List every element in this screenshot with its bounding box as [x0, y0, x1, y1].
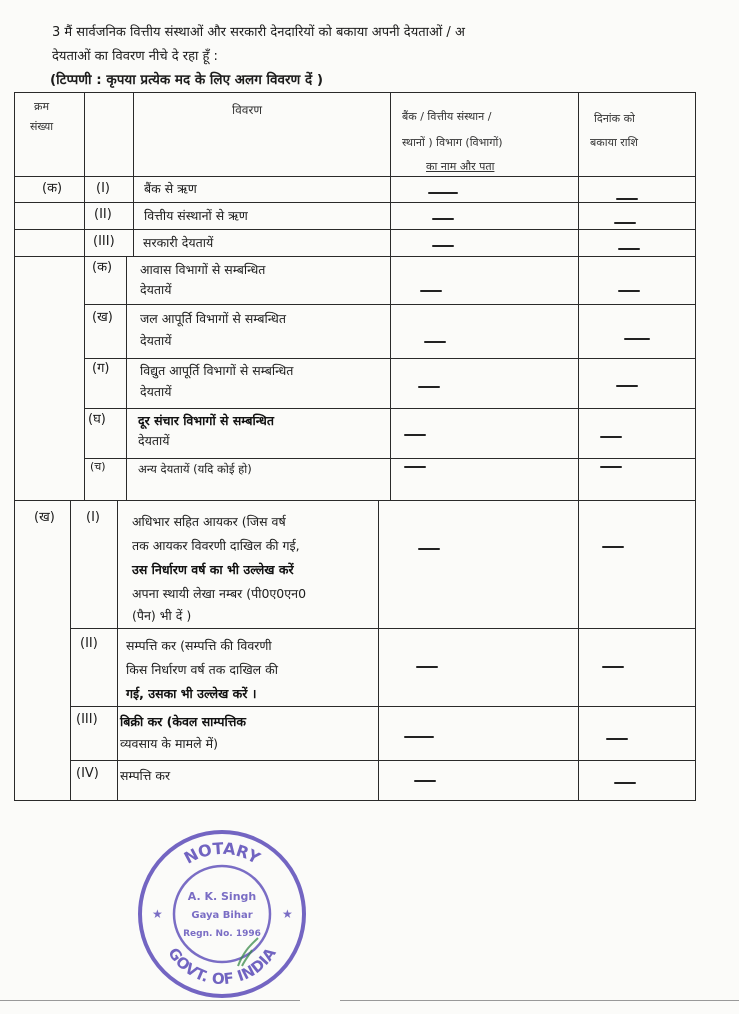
sub-row-1-line-2: देयतायें	[140, 282, 172, 297]
col-divider-1b	[70, 500, 71, 800]
sub-row-1-line-1: आवास विभागों से सम्बन्धित	[140, 262, 266, 277]
row-line-9	[70, 706, 696, 707]
sub-row-5-text: अन्य देयतायें (यदि कोई हो)	[138, 462, 252, 476]
row-3-text: सरकारी देयतायें	[143, 235, 214, 250]
row-line-8	[70, 628, 696, 629]
sub-row-2-line-1: जल आपूर्ति विभागों से सम्बन्धित	[140, 311, 286, 326]
table-border-left	[14, 92, 15, 800]
col-divider-3a	[390, 92, 391, 500]
nil-dash-bank-8	[404, 466, 426, 468]
row-2-text: वित्तीय संस्थानों से ऋण	[144, 208, 248, 223]
row-1-text: बैंक से ऋण	[144, 181, 197, 196]
footer-line-left	[0, 1000, 300, 1001]
col-divider-2b	[126, 256, 127, 500]
nil-dash-bank-1	[428, 192, 458, 194]
stamp-bottom-text: GOVT. OF INDIA	[164, 944, 280, 989]
row-1-number: (I)	[96, 181, 110, 196]
sub-row-1-number: (क)	[92, 260, 113, 275]
kha-row-1-line-1: अधिभार सहित आयकर (जिस वर्ष	[132, 514, 286, 529]
kha-row-2-number: (II)	[80, 636, 98, 651]
sub-row-3-line-1: विद्युत आपूर्ति विभागों से सम्बन्धित	[140, 363, 294, 378]
svg-text:NOTARY	[181, 839, 264, 868]
header-serial-1: क्रम	[34, 100, 50, 113]
header-bank-1: बैंक / वित्तीय संस्थान /	[402, 110, 492, 123]
col-divider-1a	[84, 92, 85, 500]
stamp-top-text: NOTARY	[180, 838, 264, 868]
row-line-2	[14, 229, 696, 230]
header-bank-3: का नाम और पता	[426, 160, 495, 173]
nil-dash-amount-5	[624, 338, 650, 340]
sub-row-4-number: (घ)	[88, 412, 106, 427]
header-serial-2: संख्या	[30, 120, 54, 133]
nil-dash-bank-11	[404, 736, 434, 738]
nil-dash-bank-7	[404, 434, 426, 436]
intro-text-1: 3 मैं सार्वजनिक वित्तीय संस्थाओं और सरकारी देनदारियों को बकाया अपनी देयताओं / अ	[52, 25, 465, 40]
nil-dash-bank-9	[418, 548, 440, 550]
kha-row-4-number: (IV)	[76, 766, 99, 781]
nil-dash-amount-11	[606, 738, 628, 740]
table-border-top	[14, 92, 696, 93]
svg-text:GOVT. OF INDIA	[164, 944, 279, 988]
nil-dash-amount-3	[618, 248, 640, 250]
nil-dash-bank-4	[420, 290, 442, 292]
sub-row-3-line-2: देयतायें	[140, 384, 172, 399]
table-border-bottom	[14, 800, 696, 801]
nil-dash-bank-3	[432, 245, 454, 247]
nil-dash-amount-9	[602, 546, 624, 548]
sub-row-2-number: (ख)	[92, 310, 113, 325]
nil-dash-bank-12	[414, 780, 436, 782]
row-line-4	[84, 304, 696, 305]
kha-row-1-line-4: अपना स्थायी लेखा नम्बर (पी0ए0एन0	[132, 586, 307, 601]
stamp-place: Gaya Bihar	[191, 910, 253, 921]
row-2-number: (II)	[94, 207, 112, 222]
kha-row-1-line-5: (पैन) भी दें )	[132, 608, 192, 623]
header-amount-2: बकाया राशि	[590, 136, 638, 149]
header-description: विवरण	[232, 103, 263, 117]
kha-row-2-line-2: किस निर्धारण वर्ष तक दाखिल की	[126, 662, 278, 677]
section-kha-label: (ख)	[34, 510, 55, 525]
kha-row-3-line-1: बिक्री कर (केवल साम्पत्तिक	[120, 714, 246, 729]
kha-row-1-number: (I)	[86, 510, 100, 525]
section-ka-label: (क)	[42, 181, 63, 196]
kha-row-1-line-2: तक आयकर विवरणी दाखिल की गई,	[132, 538, 300, 553]
table-border-right	[695, 92, 696, 800]
row-line-10	[70, 760, 696, 761]
header-bank-2: स्थानों ) विभाग (विभागों)	[402, 136, 503, 149]
section-kha-line	[14, 500, 696, 501]
sub-row-5-number: (च)	[90, 460, 106, 473]
stamp-star-right: ★	[282, 907, 293, 921]
header-amount-1: दिनांक को	[594, 112, 635, 125]
col-divider-3b	[378, 500, 379, 800]
row-3-number: (III)	[93, 234, 115, 249]
note-text: (टिप्पणी : कृपया प्रत्येक मद के लिए अलग विवरण दें )	[50, 72, 324, 88]
kha-row-2-line-3: गई, उसका भी उल्लेख करें ।	[126, 686, 257, 701]
stamp-name: A. K. Singh	[187, 890, 257, 903]
intro-text-2: देयताओं का विवरण नीचे दे रहा हूँ :	[52, 49, 218, 64]
kha-row-3-line-2: व्यवसाय के मामले में)	[120, 736, 218, 751]
sub-row-2-line-2: देयतायें	[140, 333, 172, 348]
notary-stamp	[134, 826, 310, 1002]
nil-dash-bank-5	[424, 341, 446, 343]
header-bottom-line	[14, 176, 696, 177]
nil-dash-amount-7	[600, 436, 622, 438]
nil-dash-amount-6	[616, 385, 638, 387]
nil-dash-amount-1	[616, 198, 638, 200]
kha-row-3-number: (III)	[76, 712, 98, 727]
footer-line-right	[340, 1000, 739, 1001]
row-line-5	[84, 358, 696, 359]
sub-row-3-number: (ग)	[92, 361, 110, 376]
stamp-reg: Regn. No. 1996	[183, 929, 261, 939]
kha-row-2-line-1: सम्पत्ति कर (सम्पत्ति की विवरणी	[126, 638, 272, 653]
stamp-star-left: ★	[152, 907, 163, 921]
col-divider-2a	[133, 92, 134, 256]
nil-dash-amount-12	[614, 782, 636, 784]
sub-row-4-line-1: दूर संचार विभागों से सम्बन्धित	[138, 413, 274, 428]
nil-dash-amount-10	[602, 666, 624, 668]
nil-dash-bank-10	[416, 666, 438, 668]
kha-row-1-line-3: उस निर्धारण वर्ष का भी उल्लेख करें	[132, 562, 294, 577]
kha-row-4-text: सम्पत्ति कर	[120, 768, 171, 783]
row-line-6	[84, 408, 696, 409]
sub-row-4-line-2: देयतायें	[138, 433, 170, 448]
col-divider-2c	[117, 500, 118, 800]
row-line-1	[14, 202, 696, 203]
nil-dash-amount-2	[614, 222, 636, 224]
nil-dash-amount-4	[618, 290, 640, 292]
nil-dash-bank-6	[418, 386, 440, 388]
row-line-3	[14, 256, 696, 257]
col-divider-4	[578, 92, 579, 800]
nil-dash-amount-8	[600, 466, 622, 468]
nil-dash-bank-2	[432, 218, 454, 220]
